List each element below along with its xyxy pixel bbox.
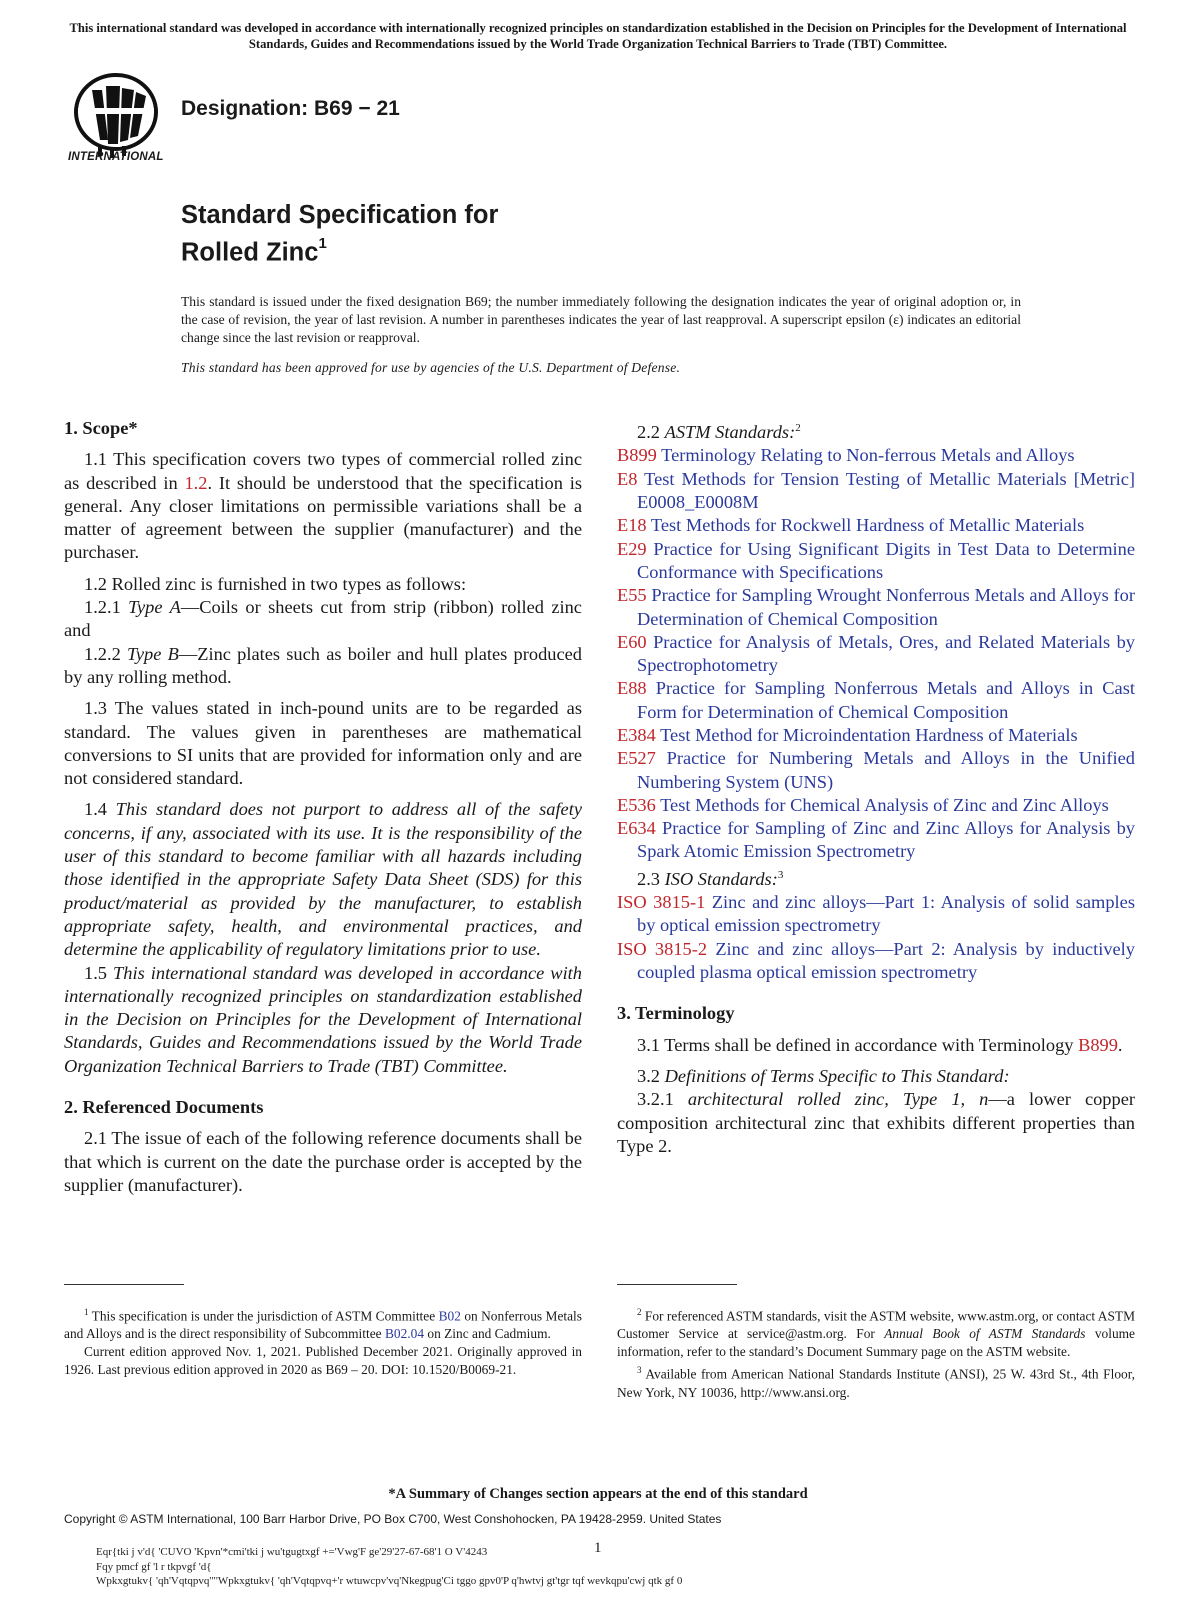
iso-ref-item xyxy=(617,938,1135,985)
license-watermark xyxy=(96,1545,682,1589)
astm-ref-code-link[interactable]: E18 xyxy=(617,515,647,536)
dod-approval-note: This standard has been approved for use by agencies of the U.S. Department of Defense. xyxy=(181,360,681,375)
astm-ref-title-link[interactable]: Test Methods for Tension Testing of Metallic Materials [Metric] E0008_E0008M xyxy=(637,468,1136,513)
footnote-rule-right xyxy=(617,1284,737,1285)
referenced-documents-heading: 2. Referenced Documents xyxy=(64,1097,264,1118)
title-line-2: Rolled Zinc xyxy=(181,238,319,267)
watermark-line: Fqy pmcf gf 'l r tkpvgf 'd{ xyxy=(96,1560,212,1573)
astm-ref-code-link[interactable]: E55 xyxy=(617,585,647,606)
iso-standards-heading: 2.3 ISO Standards:$^3$ xyxy=(637,868,784,889)
footnote-2-3 xyxy=(617,1303,1135,1402)
issue-note: This standard is issued under the fixed designation B69; the number immediately following the designation indicates the year of original adoption or, in the case of revision, the year of last revision. A number in parentheses indicates the year of last reapproval. A superscript epsilon (ε) indicates an editorial change since the last revision or reapproval. xyxy=(181,294,1021,345)
astm-ref-code-link[interactable]: E527 xyxy=(617,748,656,769)
summary-of-changes-note: *A Summary of Changes section appears at the end of this standard xyxy=(388,1486,808,1502)
document-title xyxy=(181,200,498,269)
iso-ref-code-link[interactable]: ISO 3815-1 xyxy=(617,892,706,913)
astm-ref-title-link[interactable]: Practice for Using Significant Digits in Test Data to Determine Conformance with Specifications xyxy=(637,538,1135,582)
ref-b899-link[interactable]: B899 xyxy=(1078,1034,1118,1055)
terminology-heading: 3. Terminology xyxy=(617,1003,735,1024)
astm-ref-code-link[interactable]: E634 xyxy=(617,818,656,839)
iso-reference-list xyxy=(617,891,1135,984)
designation: Designation: B69 − 21 xyxy=(181,97,400,120)
para-2-1: 2.1 The issue of each of the following reference documents shall be that which is current on the date the purchase order is accepted by the supplier (manufacturer). xyxy=(64,1128,582,1195)
para-1-4: 1.4 This standard does not purport to address all of the safety concerns, if any, associated with its use. It is the responsibility of the user of this standard to become familiar with all hazards including those identified in the appropriate Safety Data Sheet (SDS) for this product/material as provided by the manufacturer, to establish appropriate safety, health, and environmental practices, and determine the applicability of regulatory limitations prior to use. xyxy=(64,799,582,960)
iso-ref-title-link[interactable]: Zinc and zinc alloys—Part 1: Analysis of solid samples by optical emission spectrometry xyxy=(637,892,1135,936)
standardization-notice: This international standard was developed in accordance with internationally recognized principles on standardization established in the Decision on Principles for the Development of International Standards, Guides and Recommendations issued by the World Trade Organization Technical Barriers to Trade (TBT) Committee. xyxy=(69,21,1127,51)
astm-ref-title-link[interactable]: Practice for Numbering Metals and Alloys in the Unified Numbering System (UNS) xyxy=(637,748,1135,792)
iso-ref-item xyxy=(617,891,1135,938)
astm-ref-item xyxy=(617,444,1135,467)
astm-ref-code-link[interactable]: E29 xyxy=(617,538,647,559)
footnote-1: $^1$ This specification is under the jurisdiction of ASTM Committee B02 on Nonferrous Metals and Alloys and is the direct responsibility of Subcommittee B02.04 on Zinc and Cadmium. Current edition approved Nov. 1, 2021. Published December 2021. Originally approved in 1926. Last previous edition approved in 2020 as B69 – 20. DOI: 10.1520/B0069-21. xyxy=(64,1307,582,1378)
para-1-2: 1.2 Rolled zinc is furnished in two types as follows: xyxy=(84,573,467,594)
astm-ref-item xyxy=(617,468,1135,515)
astm-ref-title-link[interactable]: Practice for Sampling Nonferrous Metals and Alloys in Cast Form for Determination of Chemical Composition xyxy=(637,678,1135,722)
astm-ref-item xyxy=(617,794,1135,817)
footnote-3: $^3$ Available from American National Standards Institute (ANSI), 25 W. 43rd St., 4th Floor, New York, NY 10036, http://www.ansi.org. xyxy=(617,1365,1135,1400)
b02-04-link[interactable]: B02.04 xyxy=(384,1326,425,1342)
astm-reference-list xyxy=(617,444,1135,863)
para-3-1: 3.1 Terms shall be defined in accordance with Terminology B899. xyxy=(637,1034,1123,1055)
astm-ref-title-link[interactable]: Practice for Sampling of Zinc and Zinc Alloys for Analysis by Spark Atomic Emission Spectrometry xyxy=(637,818,1135,862)
para-1-2-2: 1.2.2 Type B—Zinc plates such as boiler and hull plates produced by any rolling method. xyxy=(64,643,582,687)
astm-ref-title-link[interactable]: Test Method for Microindentation Hardness of Materials xyxy=(660,724,1078,745)
para-1-3: 1.3 The values stated in inch-pound units are to be regarded as standard. The values given in parentheses are mathematical conversions to SI units that are provided for information only and are not considered standard. xyxy=(64,698,582,789)
b02-link[interactable]: B02 xyxy=(438,1308,461,1324)
watermark-line: Eqr{tki j v'd{ 'CUVO 'Kpvn'*cmi'tki j wu'tgugtxgf +='Vwg'F ge'29'27-67-68'1 O V'4243 xyxy=(96,1546,488,1558)
title-footnote-mark[interactable]: 1 xyxy=(318,235,327,252)
watermark-line: Wpkxgtukv{ 'qh'Vqtqpvq'"'Wpkxgtukv{ 'qh'Vqtqpvq+'r wtuwcpv'vq'Nkegpug'Ci tggo gpv0'P q'hwtvj gt'tgr tqf wevkqpu'cwj qtk gf 0 xyxy=(96,1575,683,1587)
footnote-2: $^2$ For referenced ASTM standards, visit the ASTM website, www.astm.org, or contact ASTM Customer Service at service@astm.org. For Annual Book of ASTM Standards volume information, refer to the standard’s Document Summary page on the ASTM website. xyxy=(617,1307,1136,1360)
para-1-5: 1.5 This international standard was developed in accordance with internationally recognized principles on standardization established in the Decision on Principles for the Development of International Standards, Guides and Recommendations issued by the World Trade Organization Technical Barriers to Trade (TBT) Committee. xyxy=(64,962,582,1076)
iso-ref-title-link[interactable]: Zinc and zinc alloys—Part 2: Analysis by inductively coupled plasma optical emission spectrometry xyxy=(637,938,1135,983)
para-3-2: 3.2 Definitions of Terms Specific to This Standard: xyxy=(637,1065,1010,1086)
ref-1-2-link[interactable]: 1.2 xyxy=(184,472,208,493)
astm-ref-code-link[interactable]: E384 xyxy=(617,724,656,745)
para-1-2-1: 1.2.1 Type A—Coils or sheets cut from strip (ribbon) rolled zinc and xyxy=(64,597,582,641)
astm-ref-title-link[interactable]: Terminology Relating to Non-ferrous Metals and Alloys xyxy=(661,445,1075,466)
astm-ref-code-link[interactable]: E60 xyxy=(617,631,647,652)
astm-ref-item xyxy=(617,677,1135,724)
astm-ref-item xyxy=(617,514,1135,537)
astm-ref-item xyxy=(617,538,1135,585)
astm-ref-code-link[interactable]: B899 xyxy=(617,445,657,466)
astm-ref-item xyxy=(617,724,1135,747)
astm-ref-code-link[interactable]: E88 xyxy=(617,678,647,699)
scope-heading: 1. Scope* xyxy=(64,418,138,438)
iso-ref-code-link[interactable]: ISO 3815-2 xyxy=(617,938,708,959)
astm-ref-item xyxy=(617,747,1135,794)
astm-ref-title-link[interactable]: Test Methods for Rockwell Hardness of Metallic Materials xyxy=(650,515,1085,536)
page-number: 1 xyxy=(594,1540,602,1556)
logo-international-text: INTERNATIONAL xyxy=(68,151,164,163)
right-column xyxy=(617,417,1135,1158)
astm-ref-code-link[interactable]: E8 xyxy=(617,468,638,489)
astm-ref-item xyxy=(617,584,1135,631)
astm-ref-item xyxy=(617,631,1135,678)
footnote-rule-left xyxy=(64,1284,184,1285)
left-column xyxy=(64,417,582,1197)
para-1-1: 1.1 This specification covers two types of commercial rolled zinc as described in 1.2. It should be understood that the specification is general. Any closer limitations on permissible variations shall be a matter of agreement between the supplier (manufacturer) and the purchaser. xyxy=(64,449,582,563)
astm-ref-title-link[interactable]: Practice for Sampling Wrought Nonferrous Metals and Alloys for Determination of Chemical Composition xyxy=(637,585,1135,629)
copyright-line: Copyright © ASTM International, 100 Barr Harbor Drive, PO Box C700, West Conshohocken, PA 19428-2959. United States xyxy=(64,1512,722,1526)
title-line-1: Standard Specification for xyxy=(181,201,499,229)
astm-ref-code-link[interactable]: E536 xyxy=(617,794,656,815)
astm-ref-item xyxy=(617,817,1135,864)
astm-standards-heading: 2.2 ASTM Standards:$^2$ xyxy=(637,422,801,443)
astm-ref-title-link[interactable]: Test Methods for Chemical Analysis of Zinc and Zinc Alloys xyxy=(660,794,1109,815)
astm-ref-title-link[interactable]: Practice for Analysis of Metals, Ores, and Related Materials by Spectrophotometry xyxy=(637,631,1135,676)
para-3-2-1: 3.2.1 architectural rolled zinc, Type 1, n—a lower copper composition architectural zinc that exhibits different properties than Type 2. xyxy=(617,1089,1135,1156)
